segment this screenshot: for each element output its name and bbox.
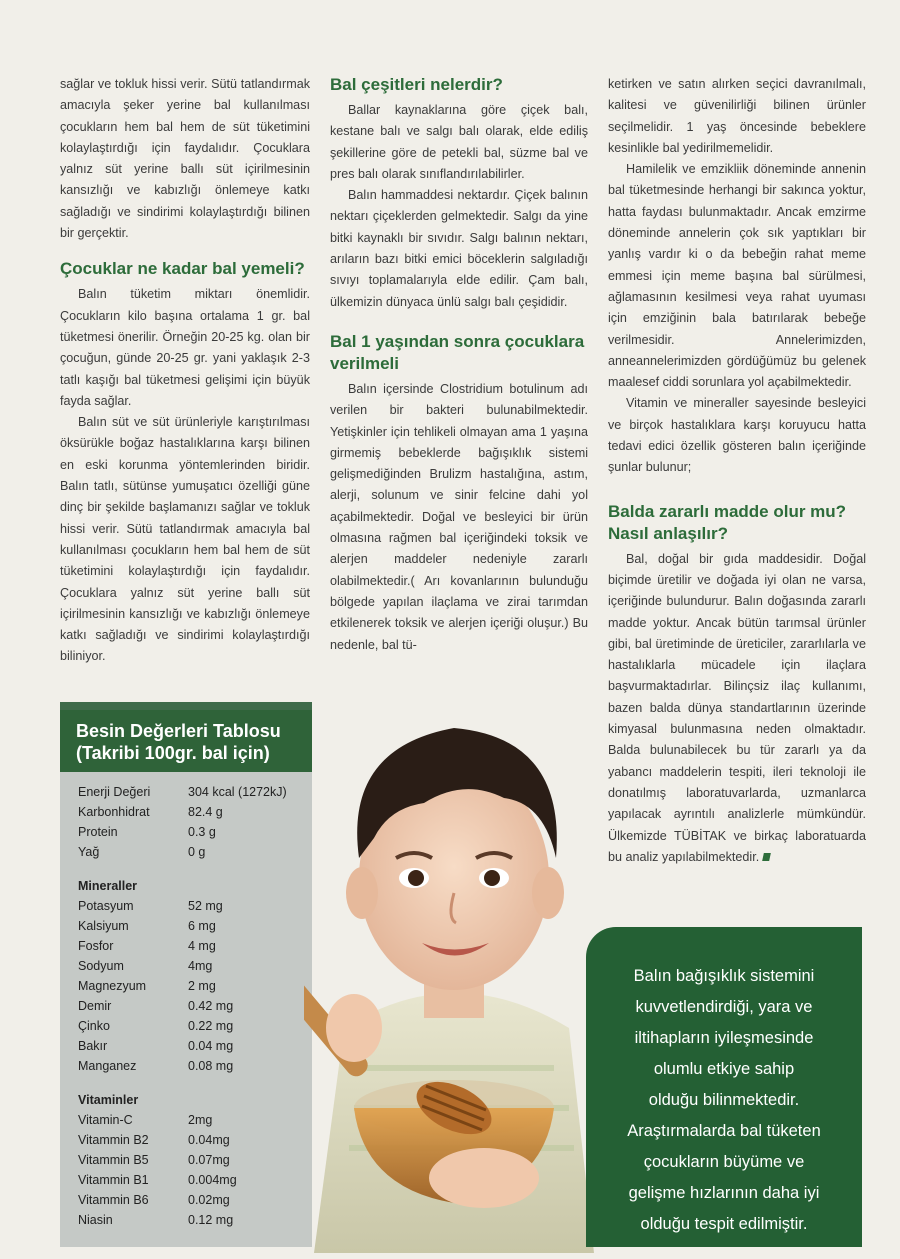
nutrient-value: 52 mg xyxy=(188,899,223,913)
nutrient-value: 4 mg xyxy=(188,939,216,953)
nutrient-name: Karbonhidrat xyxy=(78,805,150,819)
paragraph: Vitamin ve mineraller sayesinde besleyici ve birçok hastalıklara karşı koruyucu hatta tedavi edici özellik gösteren balın içeriğinde şunlar bulunur; xyxy=(608,396,866,475)
nutrient-name: Kalsiyum xyxy=(78,919,129,933)
basic-values-list xyxy=(78,782,296,862)
section-heading: Bal çeşitleri nelerdir? xyxy=(330,75,503,94)
nutrient-name: Potasyum xyxy=(78,899,134,913)
nutrient-value: 0.04 mg xyxy=(188,1039,234,1053)
nutrition-row xyxy=(78,1016,296,1036)
hand-left xyxy=(326,994,382,1062)
paragraph: Hamilelik ve emzikliik döneminde annenin bal tüketmesinde herhangi bir sakınca yoktur, hatta faydası bulunmaktadır. Ancak emzirme döneminde annelerin çok sık yaptıkları bir yanlış vardır ki o da bebeğin rahat meme emmesi için meme başına bal sürülmesi, ağlamasının kesilmesi veya rahat uyuması için emziğinin bala batırılarak bebeğe verilmesidir. Annelerimizden, anneannelerimizden gördüğümüz bu gelenek maalesef ciddi sorunlara yol açabilmektedir. xyxy=(608,162,866,390)
section-heading: Bal 1 yaşından sonra çocuklara verilmeli xyxy=(330,331,585,373)
quote-box xyxy=(586,927,862,1247)
section-heading: Çocuklar ne kadar bal yemeli? xyxy=(60,259,305,279)
nutrition-table-body xyxy=(60,772,312,1230)
nutrition-subtitle: (Takribi 100gr. bal için) xyxy=(76,743,270,763)
nutrient-value: 0.3 g xyxy=(188,825,216,839)
paragraph: ketirken ve satın alırken seçici davranılmalı, kalitesi ve güvenilirliği bilinen ürünler seçilmelidir. 1 yaş öncesinde bebeklere kesinlikle bal yedirilmemelidir. xyxy=(608,77,866,155)
nutrition-row xyxy=(78,1110,296,1130)
nutrition-row xyxy=(78,916,296,936)
quote-line: olduğu bilinmektedir. xyxy=(648,1091,800,1109)
nutrient-value: 0.02mg xyxy=(188,1193,230,1207)
quote-line: olduğu tespit edilmiştir. xyxy=(640,1215,808,1233)
section-heading: Balda zararlı madde olur mu? Nasıl anlaşılır? xyxy=(608,501,847,543)
nutrition-row xyxy=(78,1210,296,1230)
nutrient-name: Çinko xyxy=(78,1019,110,1033)
nutrient-name: Magnezyum xyxy=(78,979,147,993)
paragraph-text: Bal, doğal bir gıda maddesidir. Doğal biçimde üretilir ve doğada iyi olan ne varsa, içeriğinde bulundurur. Balın doğasında zararlı madde yoktur. Ancak bütün tarımsal ürünler gibi, bal üretiminde de üreticiler, zararlılarla ve hastalıklarla mücadele için ilaçlara başvurmaktadırlar. Bilinçsiz ilaç kullanımı, bazen balda dünya standartlarının üzerinde kimyasal bulunmasına neden olmaktadır. Balda bulunabilecek bu tür zararlı ya da yabancı maddelerin tespiti, ileri teknoloji ile donatılmış laboratuvarlarda, uzmanlarca yapılacak ayrıntılı analizlerle mümkündür. Ülkemizde TÜBİTAK ve birkaç laboratuarda bu analiz yapılabilmektedir. xyxy=(608,551,866,864)
nutrition-row xyxy=(78,1130,296,1150)
nutrient-name: Vitammin B6 xyxy=(78,1193,149,1207)
nutrient-value: 4mg xyxy=(188,959,213,973)
nutrient-value: 0.07mg xyxy=(188,1153,230,1167)
end-mark-icon xyxy=(762,853,771,861)
paragraph: Balın tüketim miktarı önemlidir. Çocukların kilo başına ortalama 1 gr. bal tüketmesi önerilir. Örneğin 20-25 kg. olan bir çocuğun, günde 20-25 gr. yani yaklaşık 2-3 tatlı kaşığı bal tüketmesi gelişimi için büyük fayda sağlar. xyxy=(60,287,310,408)
minerals-heading: Mineraller xyxy=(78,879,138,893)
hand-right xyxy=(429,1148,539,1208)
nutrition-row xyxy=(78,956,296,976)
nutrient-value: 2mg xyxy=(188,1113,213,1127)
nutrition-row xyxy=(78,822,296,842)
nutrient-value: 82.4 g xyxy=(188,805,223,819)
nutrient-value: 0.04mg xyxy=(188,1133,230,1147)
column-middle xyxy=(330,74,588,656)
nutrition-row xyxy=(78,1190,296,1210)
nutrition-title: Besin Değerleri Tablosu xyxy=(76,721,281,741)
nutrition-row xyxy=(78,976,296,996)
paragraph: Balın içersinde Clostridium botulinum adı verilen bir bakteri bulunabilmektedir. Yetişkinler için tehlikeli olmayan ama 1 yaşına girmemiş bebeklerde bağışıklık sistemi gelişmediğinden Brulizm hastalığına, astım, alerji, solunum ve sinir felcine dahi yol açabilmektedir. Doğal ve besleyici bir ürün olmasına rağmen bal içeriğindeki toksik ve alerjen maddeler nedeniyle zararlı olabilmektedir.( Arı kovanlarının bulunduğu bölgede yapılan ilaçlama ve zirai tarımdan etkilenerek toksik ve alerjen içeriği oluşur.) Bu nedenle, bal tü- xyxy=(330,381,588,652)
nutrient-value: 0.12 mg xyxy=(188,1213,234,1227)
nutrient-value: 6 mg xyxy=(188,919,216,933)
nutrient-name: Niasin xyxy=(78,1213,113,1227)
child-with-honey-photo xyxy=(304,708,604,1253)
paragraph: sağlar ve tokluk hissi verir. Sütü tatlandırmak amacıyla şeker yerine bal kullanılması çocukların hem bal hem de süt tüketimini kolaylaştırdığı için faydalıdır. Çocuklara yalnız süt yerine ballı süt içirilmesinin kansızlığı ve kabızlığı önlemeye katkı sağladığı ve sindirimi kolaylaştırdığı bilinen bir gerçektir. xyxy=(60,77,310,241)
nutrition-row xyxy=(78,782,296,802)
nutrient-name: Vitamin-C xyxy=(78,1113,133,1127)
nutrient-name: Manganez xyxy=(78,1059,137,1073)
nutrient-name: Demir xyxy=(78,999,112,1013)
nutrient-value: 2 mg xyxy=(188,979,216,993)
quote-line: çocukların büyüme ve xyxy=(643,1153,805,1171)
nutrient-name: Vitammin B2 xyxy=(78,1133,149,1147)
nutrition-row xyxy=(78,936,296,956)
ear-left xyxy=(346,867,378,919)
nutrition-row xyxy=(78,1170,296,1190)
pupil-left xyxy=(408,870,424,886)
nutrient-value: 0 g xyxy=(188,845,206,859)
nutrient-name: Yağ xyxy=(78,845,100,859)
paragraph: Ballar kaynaklarına göre çiçek balı, kestane balı ve salgı balı olarak, elde ediliş şekillerine göre de petekli bal, süzme bal ve pres balı olarak sınıflandırılabilirler. xyxy=(330,103,588,181)
paragraph: Balın süt ve süt ürünleriyle karıştırılması öksürükle boğaz hastalıklarına karşı bilinen en eski korunma yöntemlerinden biridir. Balın tatlı, sütünse yumuşatıcı özelliği güne dinç bir şekilde başlamanızı sağlar ve tokluk hissi verir. Sütü tatlandırmak amacıyla bal kullanılması çocukların hem bal hem de süt tüketimini kolaylaştırdığı için faydalıdır. Çocuklara yalnız süt yerine ballı süt içirilmesinin kansızlığı ve kabızlığı önlemeye katkı sağladığı ve sindirimi kolaylaştırdığı biliniyor. xyxy=(60,415,310,664)
nutrition-table-box xyxy=(60,702,312,1247)
minerals-list xyxy=(78,896,296,1076)
paragraph xyxy=(608,549,866,868)
column-left xyxy=(60,74,310,668)
nutrient-value: 304 kcal (1272kJ) xyxy=(188,785,287,799)
photo-illustration xyxy=(304,708,604,1253)
nutrient-value: 0.08 mg xyxy=(188,1059,234,1073)
nutrient-name: Vitammin B5 xyxy=(78,1153,149,1167)
quote-line: olumlu etkiye sahip xyxy=(653,1060,795,1078)
nutrient-name: Vitammin B1 xyxy=(78,1173,149,1187)
quote-line: Araştırmalarda bal tüketen xyxy=(627,1122,821,1140)
nutrient-value: 0.22 mg xyxy=(188,1019,234,1033)
pupil-right xyxy=(484,870,500,886)
nutrition-row xyxy=(78,1150,296,1170)
quote-line: iltihapların iyileşmesinde xyxy=(634,1029,814,1047)
nutrition-row xyxy=(78,1056,296,1076)
ear-right xyxy=(532,867,564,919)
nutrition-row xyxy=(78,802,296,822)
column-right xyxy=(608,74,866,868)
nutrient-name: Fosfor xyxy=(78,939,114,953)
nutrient-value: 0.42 mg xyxy=(188,999,234,1013)
nutrient-name: Sodyum xyxy=(78,959,124,973)
vitamins-heading: Vitaminler xyxy=(78,1093,139,1107)
nutrient-name: Bakır xyxy=(78,1039,108,1053)
nutrient-value: 0.004mg xyxy=(188,1173,237,1187)
nutrition-row xyxy=(78,842,296,862)
quote-line: kuvvetlendirdiği, yara ve xyxy=(635,998,813,1016)
quote-line: gelişme hızlarının daha iyi xyxy=(628,1184,820,1202)
nutrient-name: Enerji Değeri xyxy=(78,785,151,799)
nutrition-row xyxy=(78,896,296,916)
vitamins-list xyxy=(78,1110,296,1230)
nutrition-row xyxy=(78,1036,296,1056)
quote-line: Balın bağışıklık sistemini xyxy=(633,967,815,985)
nutrition-row xyxy=(78,996,296,1016)
nutrition-table-header xyxy=(60,710,312,772)
paragraph: Balın hammaddesi nektardır. Çiçek balının nektarı çiçeklerden gelmektedir. Salgı da yine bitki kaynaklı bir sıvıdır. Salgı balının nektarı, arıların bazı bitki emici böceklerin salgıladığı sıvıyı toplamalarıyla elde edilir. Çam balı, ülkemizin dünyaca ünlü salgı balı çeşididir. xyxy=(330,188,588,309)
quote-text xyxy=(586,961,862,1240)
nutrient-name: Protein xyxy=(78,825,118,839)
